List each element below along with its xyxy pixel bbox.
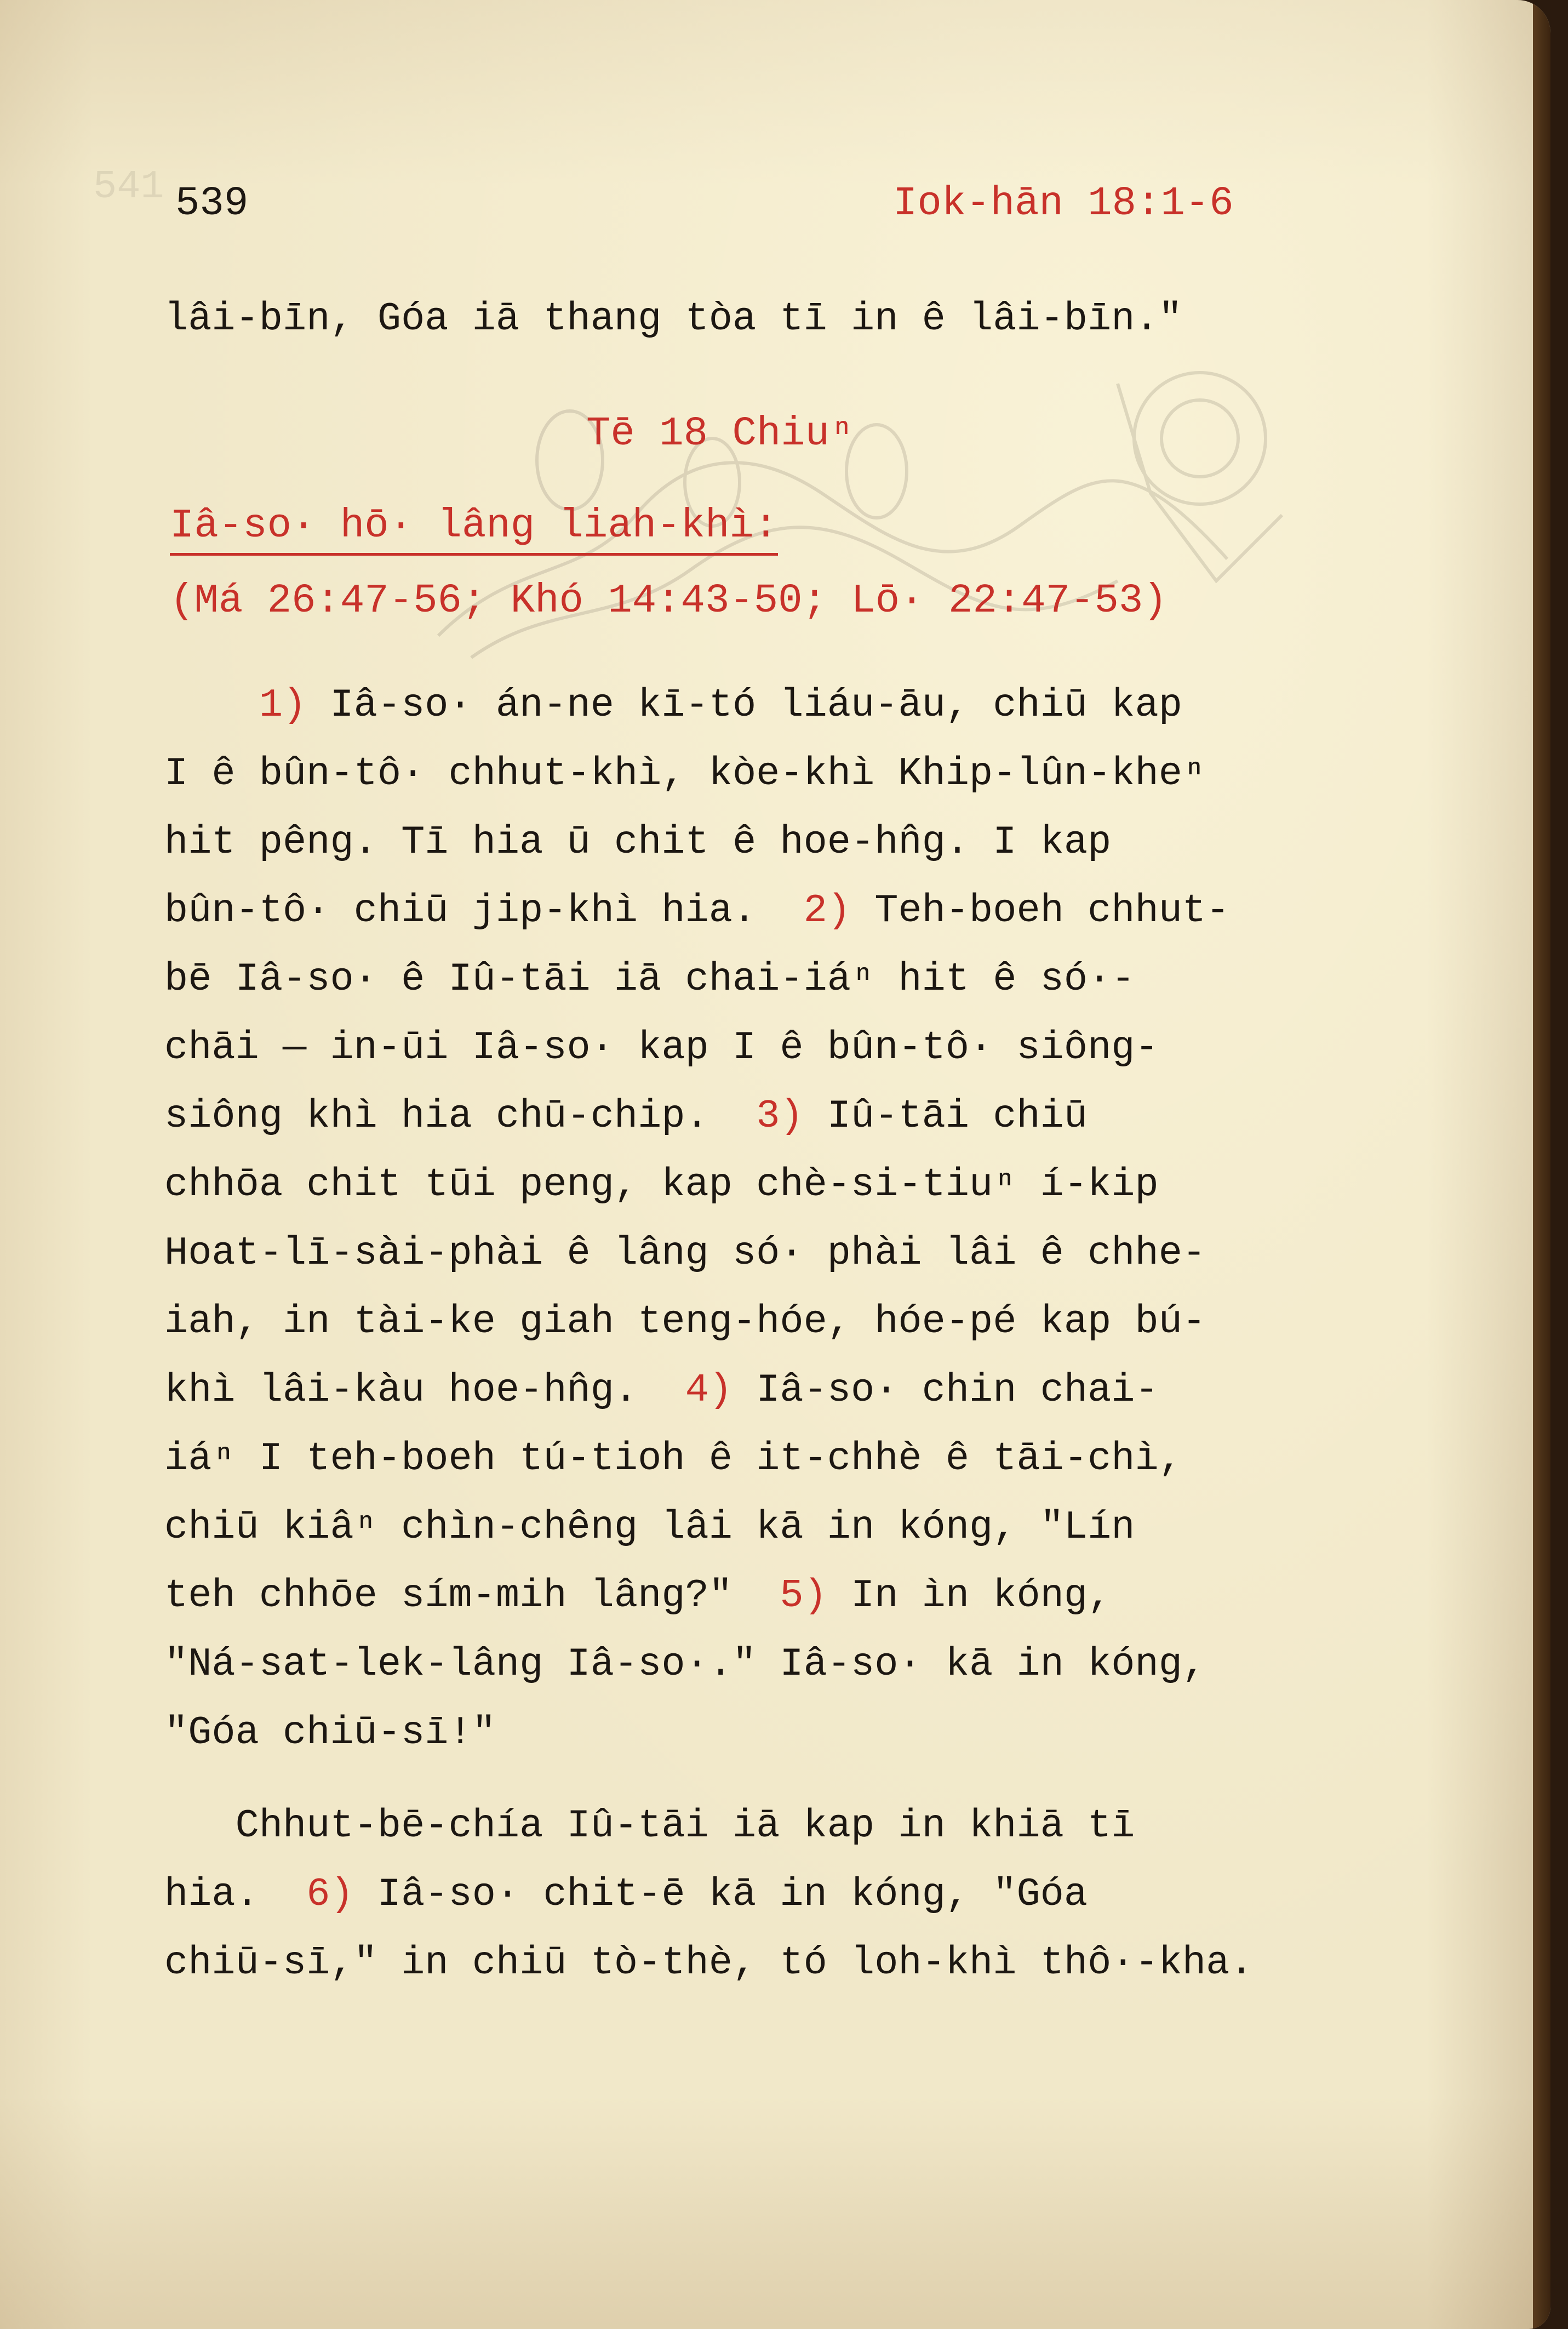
body-text-run: I ê bûn-tô· chhut-khì, kòe-khì Khip-lûn-kheⁿ (164, 751, 1206, 796)
body-line (164, 740, 1206, 808)
body-line (164, 671, 1182, 740)
body-line (164, 1630, 1206, 1699)
body-text-run: Iû-tāi chiū (803, 1094, 1088, 1139)
body-text-run: Chhut-bē-chía Iû-tāi iā kap in khiā tī (164, 1803, 1135, 1848)
page-number: 539 (175, 181, 249, 227)
body-text-run: hit pêng. Tī hia ū chit ê hoe-hn̂g. I kap (164, 820, 1112, 865)
body-line (164, 1860, 1088, 1929)
body-line (164, 1562, 1111, 1630)
body-text-run: "Ná-sat-lek-lâng Iâ-so·." Iâ-so· kā in kóng, (164, 1642, 1206, 1687)
body-text-run: In ìn kóng, (827, 1573, 1112, 1618)
body-line (164, 877, 1229, 945)
running-header-reference: Iok-hān 18:1-6 (893, 181, 1234, 227)
verse-number: 6) (306, 1872, 354, 1917)
body-line (164, 945, 1135, 1014)
verse-number: 5) (780, 1573, 827, 1618)
body-line (164, 1219, 1206, 1288)
body-text-run: Iâ-so· chin chai- (732, 1368, 1159, 1413)
cross-reference: (Má 26:47-56; Khó 14:43-50; Lō· 22:47-53) (170, 578, 1168, 624)
body-text-run: bē Iâ-so· ê Iû-tāi iā chai-iáⁿ hit ê só·- (164, 957, 1135, 1002)
body-text-run: "Góa chiū-sī!" (164, 1710, 496, 1755)
body-line (164, 1014, 1159, 1082)
body-line (164, 1493, 1135, 1562)
body-text-run: iáⁿ I teh-boeh tú-tioh ê it-chhè ê tāi-chì, (164, 1436, 1182, 1481)
verse-number: 1) (259, 683, 307, 728)
body-text-run: chiū kiâⁿ chìn-chêng lâi kā in kóng, "Lín (164, 1505, 1135, 1550)
body-line (164, 1356, 1159, 1425)
verse-number: 2) (803, 888, 851, 933)
verse-number: 4) (685, 1368, 733, 1413)
show-through-text: 541 (93, 164, 164, 209)
body-line (164, 1425, 1182, 1493)
body-text-run: teh chhōe sím-mih lâng?" (164, 1573, 780, 1618)
body-text-run: chiū-sī," in chiū tò-thè, tó loh-khì thô·-kha. (164, 1940, 1254, 1985)
body-line (164, 1792, 1135, 1860)
verse-number: 3) (756, 1094, 804, 1139)
body-line (164, 1151, 1159, 1219)
body-text-run: hia. (164, 1872, 307, 1917)
body-text-run: chhōa chit tūi peng, kap chè-si-tiuⁿ í-kip (164, 1162, 1159, 1207)
body-text-run: iah, in tài-ke giah teng-hóe, hóe-pé kap bú- (164, 1299, 1206, 1344)
page-edge (1533, 0, 1550, 2329)
body-text-run: bûn-tô· chiū jip-khì hia. (164, 888, 804, 933)
body-line (164, 1288, 1206, 1356)
section-title: Iâ-so· hō· lâng liah-khì: (170, 501, 778, 556)
body-text-run: khì lâi-kàu hoe-hn̂g. (164, 1368, 685, 1413)
body-text-run: chāi — in-ūi Iâ-so· kap I ê bûn-tô· siông- (164, 1025, 1159, 1070)
body-line (164, 1929, 1254, 1997)
body-text-run: Iâ-so· án-ne kī-tó liáu-āu, chiū kap (306, 683, 1182, 728)
body-text-run: Teh-boeh chhut- (851, 888, 1230, 933)
body-text-run: siông khì hia chū-chip. (164, 1094, 757, 1139)
body-text-run: Iâ-so· chit-ē kā in kóng, "Góa (353, 1872, 1088, 1917)
carryover-line: lâi-bīn, Góa iā thang tòa tī in ê lâi-bīn." (164, 296, 1182, 341)
body-text-run: Hoat-lī-sài-phài ê lâng só· phài lâi ê chhe- (164, 1231, 1206, 1276)
chapter-heading: Tē 18 Chiuⁿ (586, 411, 854, 457)
body-line (164, 1082, 1088, 1151)
body-text-run (164, 683, 259, 728)
body-line (164, 1699, 496, 1767)
body-line (164, 808, 1111, 877)
